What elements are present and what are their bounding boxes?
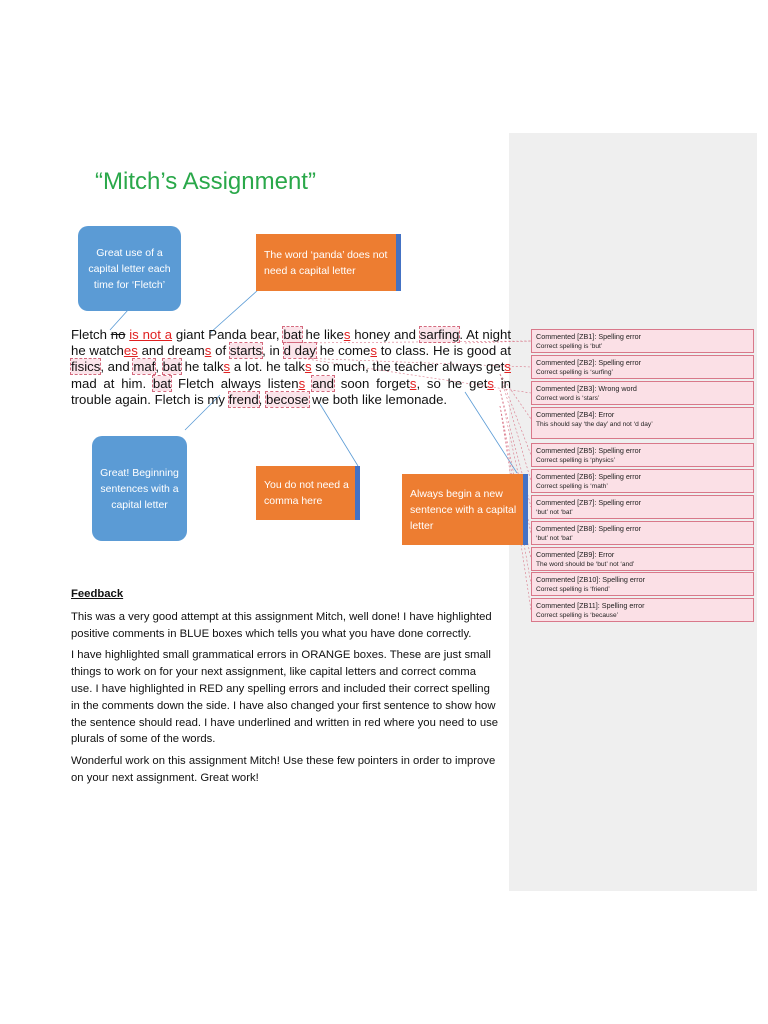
comment-heading: Commented [ZB4]: Error — [536, 410, 615, 419]
essay-run: a lot. he talk — [230, 359, 305, 375]
essay-run: , so he get — [416, 375, 488, 391]
page-title: “Mitch’s Assignment” — [95, 168, 316, 195]
comment-zb10[interactable] — [531, 572, 754, 596]
essay-run: , — [258, 391, 266, 407]
essay-run: mad at him. — [71, 375, 153, 391]
essay-plural-marker: s — [504, 359, 511, 375]
essay-run: of — [211, 343, 230, 359]
comment-heading: Commented [ZB1]: Spelling error — [536, 332, 642, 341]
comment-heading: Commented [ZB9]: Error — [536, 550, 615, 559]
comment-body: Correct spelling is ‘surfing’ — [536, 368, 613, 376]
essay-plural-marker: s — [204, 343, 212, 359]
essay-run: Fletch always listen — [171, 375, 299, 391]
note-beginning-sentences — [92, 436, 187, 541]
comment-heading: Commented [ZB2]: Spelling error — [536, 358, 642, 367]
essay-plural-marker: s — [343, 327, 351, 342]
note-beginning-sentences-text: Great! Beginning sentences with a capital letter — [100, 466, 179, 511]
essay-flagged-word[interactable]: maf — [133, 359, 156, 375]
comment-zb11[interactable] — [531, 598, 754, 622]
comment-body: Correct spelling is ‘math’ — [536, 482, 608, 490]
essay-run: we both like lemonade. — [308, 391, 448, 407]
comment-body: ‘but’ not ‘bat’ — [536, 534, 573, 542]
essay-run: soon forget — [333, 375, 410, 391]
essay-run: giant Panda bear, — [172, 327, 284, 342]
essay-flagged-word[interactable]: bat — [162, 359, 181, 375]
essay-deleted-word: no — [110, 327, 126, 342]
comment-body: This should say ‘the day’ and not ‘d day’ — [536, 420, 653, 428]
essay-plural-marker: s — [298, 375, 306, 391]
essay-run: he talk — [181, 359, 224, 375]
note-new-sentence-text: Always begin a new sentence with a capital letter — [410, 487, 517, 532]
essay-plural-marker: s — [304, 359, 312, 375]
comment-zb1[interactable] — [531, 329, 754, 353]
essay-flagged-word[interactable]: bat — [152, 375, 172, 391]
comment-body: The word should be ‘but’ not ‘and’ — [536, 560, 635, 568]
essay-run: to class. He is good at — [376, 343, 511, 359]
essay-plural-marker: s — [223, 359, 231, 375]
comment-body: Correct spelling is ‘physics’ — [536, 456, 616, 464]
comment-heading: Commented [ZB6]: Spelling error — [536, 472, 642, 481]
comment-heading: Commented [ZB7]: Spelling error — [536, 498, 642, 507]
essay-run: , — [155, 359, 163, 375]
essay-run: . At night he watch — [71, 327, 511, 359]
note-comma-text: You do not need a comma here — [264, 479, 349, 507]
essay-run: honey and — [350, 327, 420, 342]
essay-run: in trouble again. Fletch is my — [71, 375, 511, 407]
comment-zb2[interactable] — [531, 355, 754, 379]
comment-body: Correct spelling is ‘friend’ — [536, 585, 610, 593]
essay-flagged-word[interactable]: fisics — [71, 359, 101, 375]
comment-heading: Commented [ZB10]: Spelling error — [536, 575, 646, 584]
feedback-paragraph-3: Wonderful work on this assignment Mitch! Use these few pointers in order to improve on your next assignment. Great work! — [71, 755, 496, 784]
essay-plural-marker: s — [370, 343, 377, 359]
feedback-heading: Feedback — [71, 588, 124, 600]
feedback-section — [71, 586, 499, 792]
note-new-sentence — [402, 474, 528, 545]
essay-run: he like — [301, 327, 344, 342]
essay-flagged-word[interactable]: bat — [283, 327, 302, 342]
comment-heading: Commented [ZB5]: Spelling error — [536, 446, 642, 455]
essay-run — [305, 376, 312, 391]
comment-zb7[interactable] — [531, 495, 754, 519]
essay-run: Fletch — [71, 327, 111, 342]
note-panda — [256, 234, 401, 291]
essay-run: so much, the teacher always get — [311, 359, 505, 375]
essay-flagged-word[interactable]: and — [311, 375, 334, 391]
essay-inserted-word: is not a — [129, 327, 173, 342]
essay-run: , in — [262, 343, 284, 359]
comment-zb6[interactable] — [531, 469, 754, 493]
comment-heading: Commented [ZB3]: Wrong word — [536, 384, 637, 393]
essay-flagged-word[interactable]: starts — [229, 343, 263, 359]
essay-plural-marker: s — [409, 375, 417, 391]
comment-zb4[interactable] — [531, 407, 754, 439]
comment-body: Correct word is ‘stars’ — [536, 394, 600, 402]
note-panda-text: The word ‘panda’ does not need a capital letter — [264, 248, 388, 277]
feedback-paragraph-2: I have highlighted small grammatical errors in ORANGE boxes. These are just small things to work on for your next assignment, like capital letters and correct comma use. I have highlighted in RED any spelling errors and included their correct spelling in the comments down the side. I have also changed your first sentence to show how the sentence should read. I have underlined and written in red where you need to use plurals of some of the words. — [71, 649, 499, 746]
essay-text — [71, 327, 511, 408]
essay-flagged-word[interactable]: sarfing — [419, 327, 460, 342]
comment-heading: Commented [ZB11]: Spelling error — [536, 601, 645, 610]
comment-body: Correct spelling is ‘because’ — [536, 611, 619, 619]
comment-zb5[interactable] — [531, 443, 754, 467]
comment-body: Correct spelling is ‘but’ — [536, 342, 603, 350]
essay-flagged-word[interactable]: d day — [283, 343, 316, 359]
essay-plural-marker: es — [123, 343, 138, 359]
comment-heading: Commented [ZB8]: Spelling error — [536, 524, 642, 533]
essay-plural-marker: s — [487, 375, 494, 391]
feedback-paragraph-1: This was a very good attempt at this assignment Mitch, well done! I have highlighted positive comments in BLUE boxes which tells you what you have done correctly. — [71, 610, 492, 640]
comment-zb3[interactable] — [531, 381, 754, 405]
essay-run: and dream — [137, 343, 205, 359]
essay-flagged-word[interactable]: becose — [265, 391, 309, 407]
essay-run: , and — [100, 359, 134, 375]
note-comma — [256, 466, 360, 520]
note-capital-fletch — [78, 226, 181, 311]
note-capital-fletch-text: Great use of a capital letter each time for ‘Fletch’ — [88, 246, 171, 291]
essay-flagged-word[interactable]: frend — [228, 391, 259, 407]
comment-zb8[interactable] — [531, 521, 754, 545]
essay-run: he come — [315, 343, 371, 359]
comment-zb9[interactable] — [531, 547, 754, 571]
comment-body: ‘but’ not ‘bat’ — [536, 508, 573, 516]
